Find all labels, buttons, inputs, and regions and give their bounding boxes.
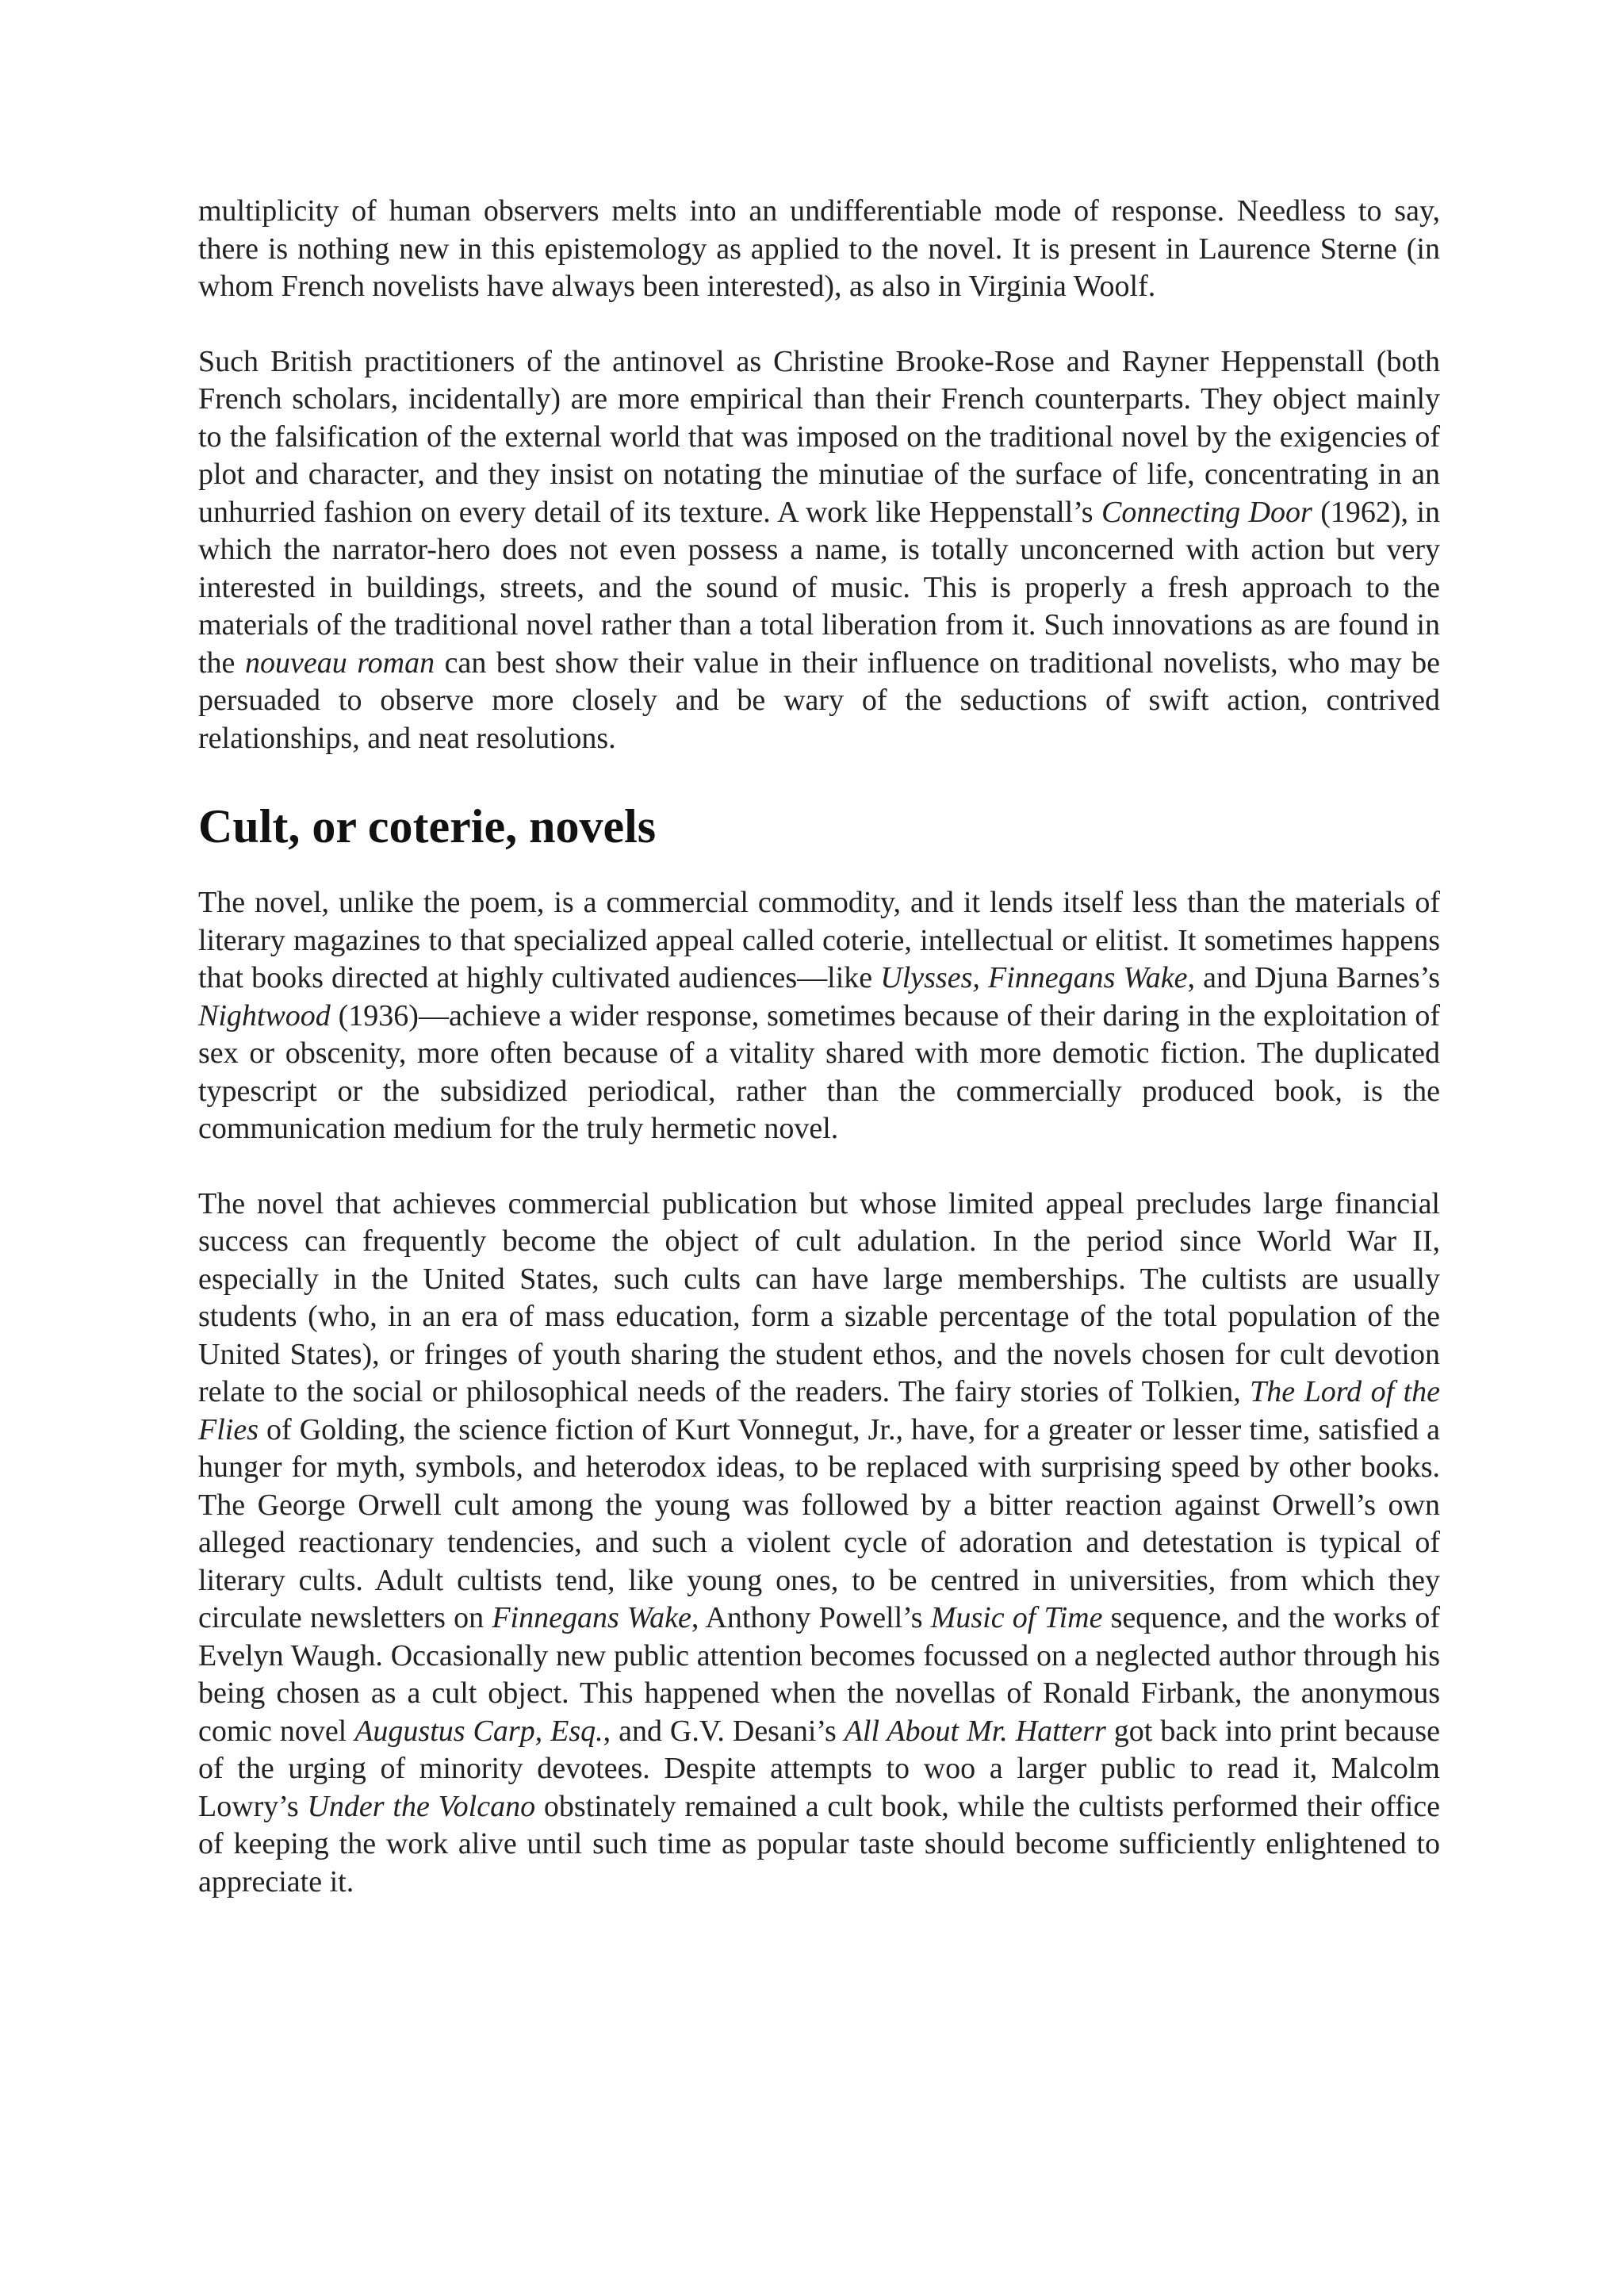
italic-title: nouveau roman bbox=[244, 646, 435, 680]
text-run: can best show their value in their influence on traditional novelists, who may be persuaded to observe more closely and be wary of the seductions of swift action, contrived relationships, and neat resolutions. bbox=[198, 646, 1440, 755]
text-run: The novel that achieves commercial publication but whose limited appeal precludes large financial success can frequently become the object of cult adulation. In the period since World War II, especially in the United States, such cults can have large memberships. The cultists are usually students (who, in an era of mass education, form a sizable percentage of the total population of the United States), or fringes of youth sharing the student ethos, and the novels chosen for cult devotion relate to the social or philosophical needs of the readers. The fairy stories of Tolkien, bbox=[198, 1186, 1440, 1408]
text-run: Such British practitioners of the antinovel as Christine Brooke-Rose and Rayner Heppenstall (both French scholars, incidentally) are more empirical than their French counterparts. They object mainly to the falsification of the external world that was imposed on the traditional novel by the exigencies of plot and character, and they insist on notating the minutiae of the surface of life, concentrating in an unhurried fashion on every detail of its texture. A work like Heppenstall’s bbox=[198, 344, 1440, 529]
italic-title: Finnegans Wake bbox=[492, 1601, 691, 1634]
body-paragraph-2 bbox=[198, 343, 1440, 758]
italic-title: Under the Volcano bbox=[307, 1789, 536, 1823]
italic-title: The Lord of the Flies bbox=[198, 1375, 1440, 1446]
italic-title: All About Mr. Hatterr bbox=[844, 1714, 1106, 1748]
italic-title: Music of Time bbox=[930, 1601, 1103, 1634]
italic-title: Nightwood bbox=[198, 998, 331, 1033]
body-paragraph-4 bbox=[198, 1186, 1440, 1902]
text-run: , Anthony Powell’s bbox=[691, 1601, 931, 1634]
text-run: The novel, unlike the poem, is a commercial commodity, and it lends itself less than the materials of literary magazines to that specialized appeal called coterie, intellectual or elitist. It sometimes happens that books directed at highly cultivated audiences—like bbox=[198, 886, 1440, 994]
text-run: obstinately remained a cult book, while the cultists performed their office of keeping the work alive until such time as popular taste should become sufficiently enlightened to appreciate it. bbox=[198, 1789, 1440, 1898]
body-paragraph-3 bbox=[198, 884, 1440, 1148]
document-page bbox=[198, 193, 1440, 1901]
text-run: of Golding, the science fiction of Kurt Vonnegut, Jr., have, for a greater or lesser time, satisfied a hunger for myth, symbols, and heterodox ideas, to be replaced with surprising speed by other books. The George Orwell cult among the young was followed by a bitter reaction against Orwell’s own alleged reactionary tendencies, and such a violent cycle of adoration and detestation is typical of literary cults. Adult cultists tend, like young ones, to be centred in universities, from which they circulate newsletters on bbox=[198, 1412, 1440, 1634]
body-paragraph-1 bbox=[198, 193, 1440, 306]
text-run: (1962), in which the narrator-hero does not even possess a name, is totally unconcerned with action but very interested in buildings, streets, and the sound of music. This is properly a fresh approach to the materials of the traditional novel rather than a total liberation from it. Such innovations as are found in the bbox=[198, 495, 1440, 680]
italic-title: Augustus Carp, Esq. bbox=[354, 1714, 603, 1748]
italic-title: Ulysses, Finnegans Wake bbox=[880, 961, 1188, 994]
text-run: sequence, and the works of Evelyn Waugh. Occasionally new public attention becomes focussed on a neglected author through his being chosen as a cult object. This happened when the novellas of Ronald Firbank, the anonymous comic novel bbox=[198, 1601, 1440, 1748]
text-run: , and Djuna Barnes’s bbox=[1187, 961, 1440, 994]
section-heading: Cult, or coterie, novels bbox=[198, 800, 657, 852]
text-run: , and G.V. Desani’s bbox=[603, 1714, 845, 1748]
text-run: multiplicity of human observers melts into an undifferentiable mode of response. Needless to say, there is nothing new in this epistemology as applied to the novel. It is present in Laurence Sterne (in whom French novelists have always been interested), as also in Virginia Woolf. bbox=[198, 194, 1440, 303]
text-run: got back into print because of the urging of minority devotees. Despite attempts to woo a larger public to read it, Malcolm Lowry’s bbox=[198, 1714, 1441, 1823]
text-run: (1936)—achieve a wider response, sometimes because of their daring in the exploitation of sex or obscenity, more often because of a vitality shared with more demotic fiction. The duplicated typescript or the subsidized periodical, rather than the commercially produced book, is the communication medium for the truly hermetic novel. bbox=[198, 998, 1440, 1145]
italic-title: Connecting Door bbox=[1101, 495, 1312, 529]
